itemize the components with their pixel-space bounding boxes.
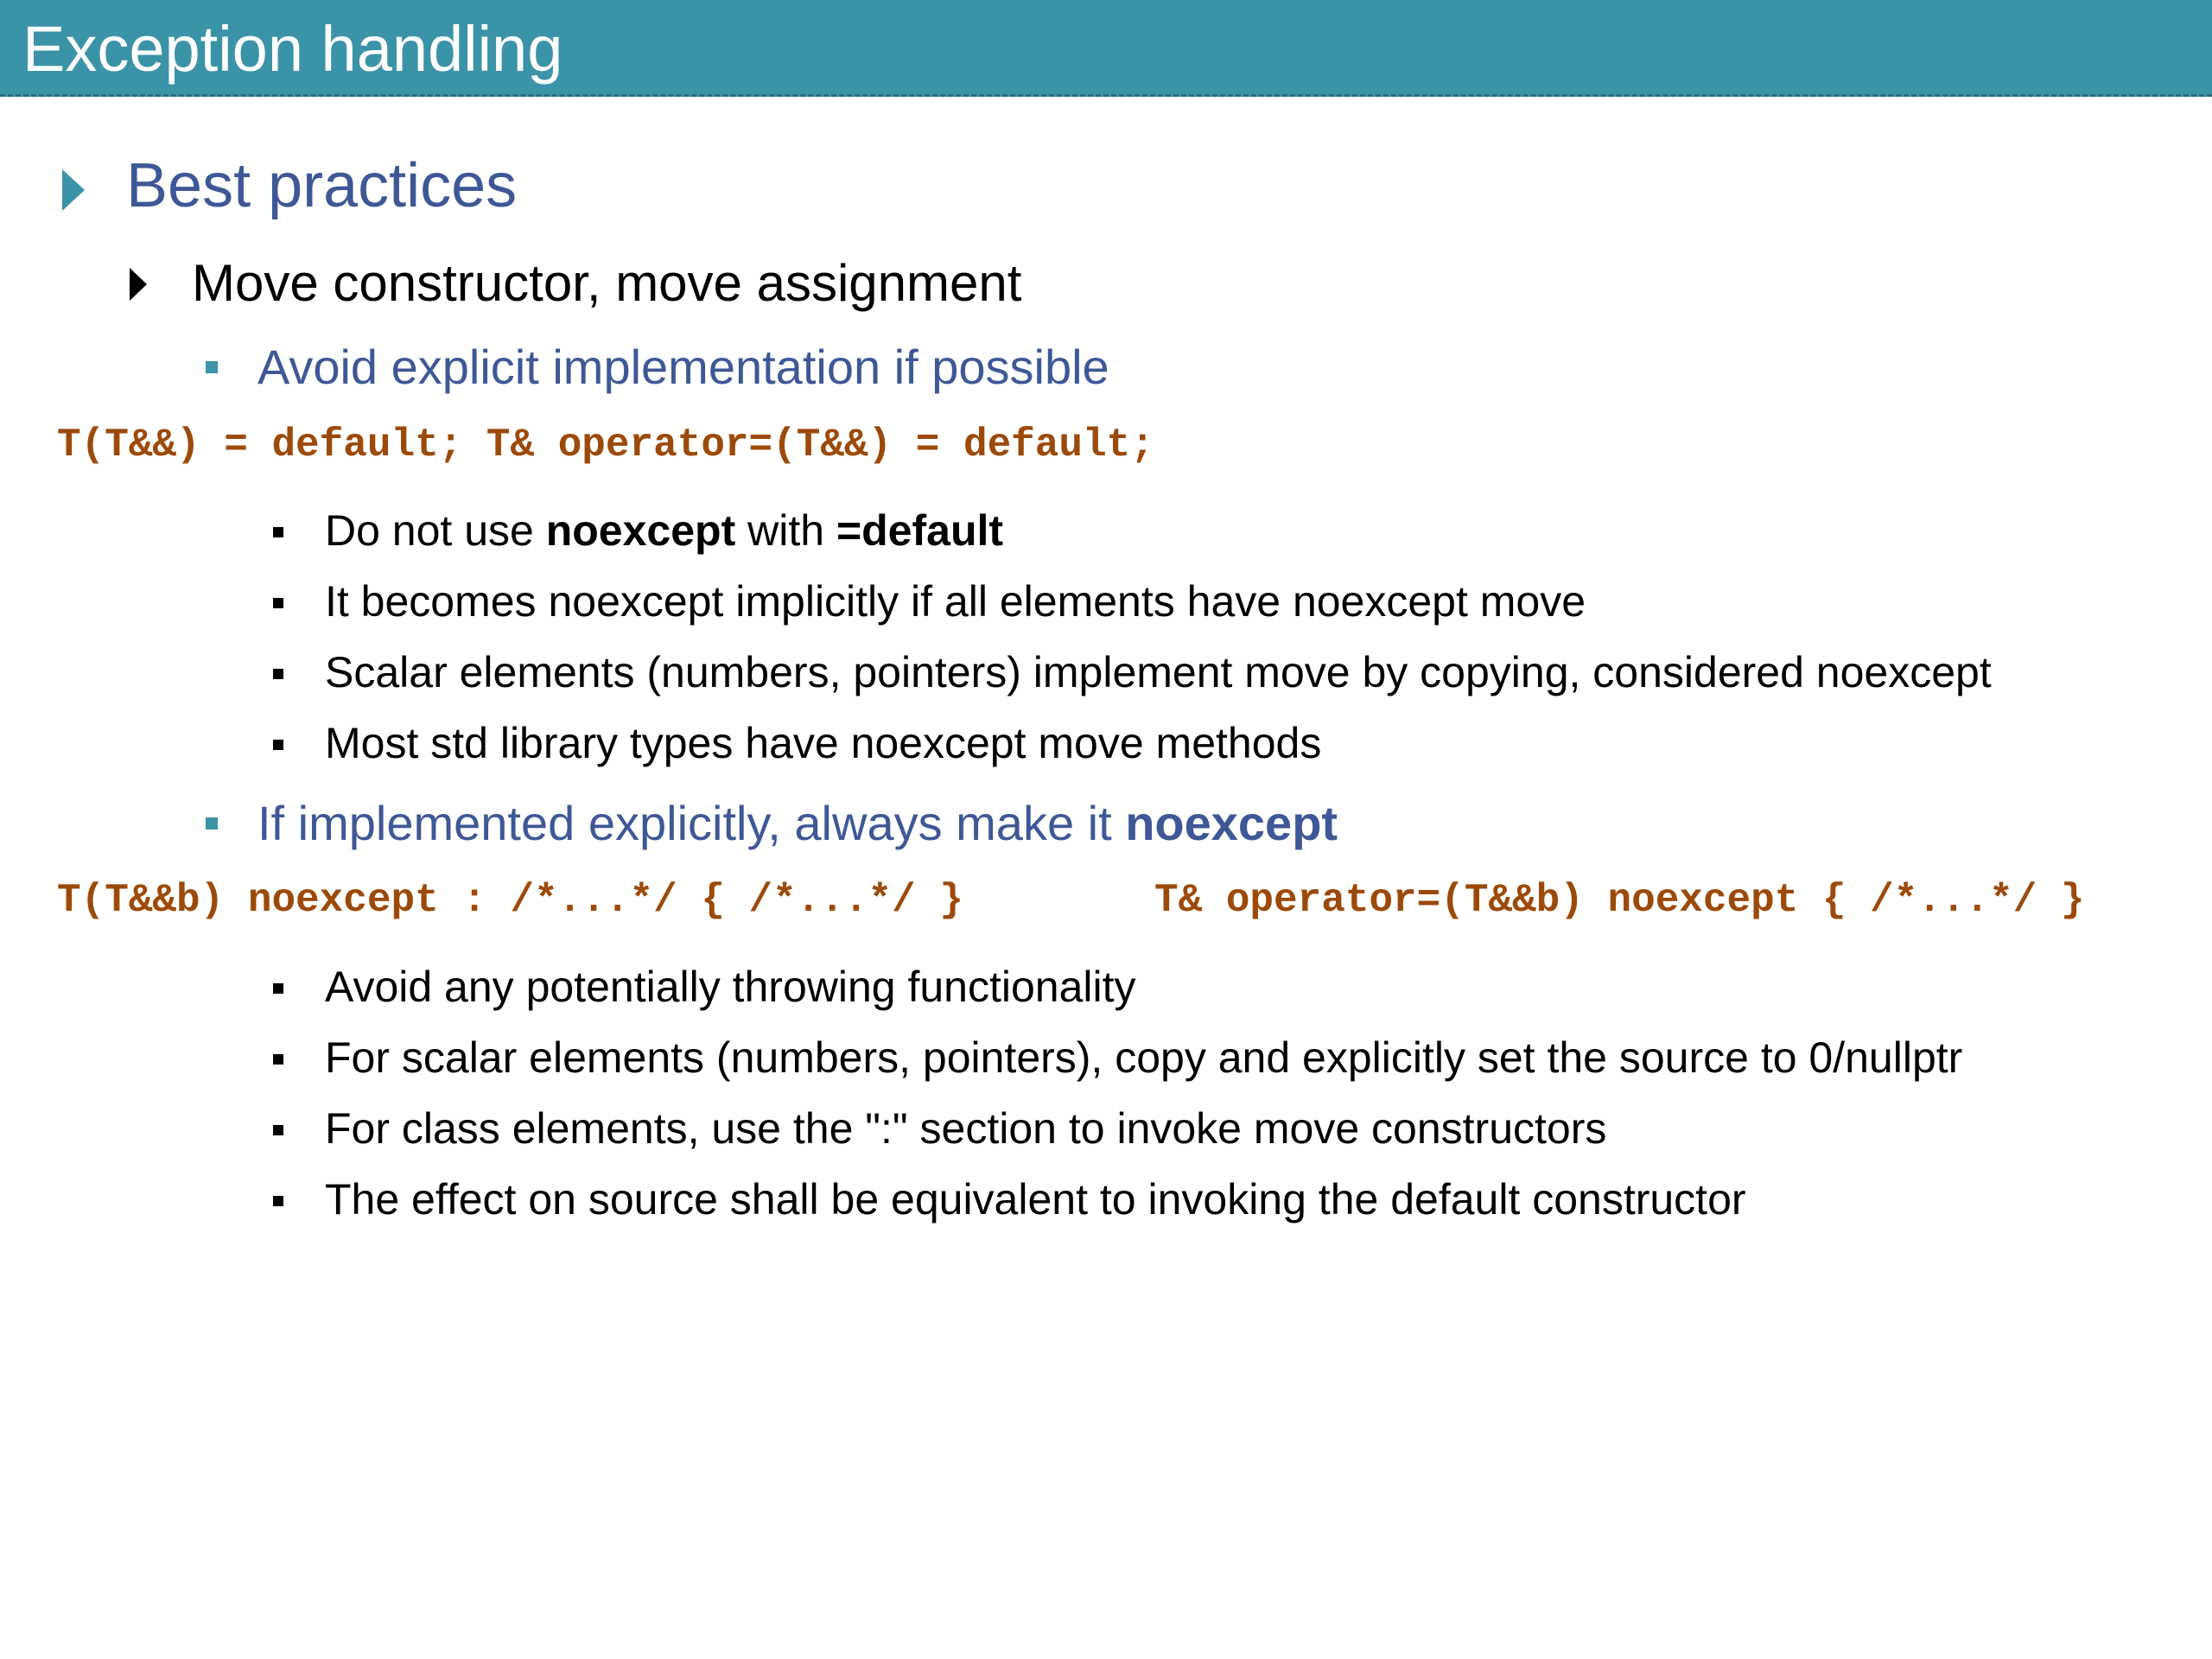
bullet-icon [273,527,283,537]
bullet-bold-text: =default [836,506,1004,555]
bullet-icon [273,1196,283,1206]
bullet-icon [273,1054,283,1065]
level2-bullet-icon [130,268,147,301]
section1-bullet-icon [206,361,218,373]
section2-heading [257,793,1338,854]
slide-title: Exception handling [22,13,563,85]
level2-heading: Move constructor, move assignment [192,254,1022,312]
bullet-icon [273,983,283,994]
section2-bullet-icon [206,817,218,830]
level1-heading: Best practices [126,151,518,220]
section1-bullet-4: Most std library types have noexcept move methods [325,719,1322,767]
bullet-icon [273,669,283,679]
code-move-assignment: T& operator=(T&&b) noexcept { /*...*/ } [1154,878,2085,923]
bullet-text: Do not use [325,506,546,555]
code-defaults: T(T&&) = default; T& operator=(T&&) = default; [57,423,1154,467]
bullet-icon [273,1125,283,1135]
section2-heading-bold: noexcept [1125,796,1338,850]
section2-bullet-4: The effect on source shall be equivalent to invoking the default constructor [325,1175,1746,1224]
section1-bullet-1 [325,503,1003,558]
level1-bullet-icon [62,169,85,211]
section1-heading: Avoid explicit implementation if possible [257,340,1109,394]
section2-bullet-1: Avoid any potentially throwing functionality [325,963,1136,1011]
bullet-icon [273,740,283,750]
slide-header [0,0,2212,97]
bullet-bold-text: noexcept [545,506,736,555]
bullet-icon [273,598,283,608]
code-move-constructor: T(T&&b) noexcept : /*...*/ { /*...*/ } [57,878,963,923]
section2-heading-text: If implemented explicitly, always make it [257,796,1126,850]
section1-bullet-3: Scalar elements (numbers, pointers) implement move by copying, considered noexcept [325,648,1992,696]
section2-bullet-2: For scalar elements (numbers, pointers), copy and explicitly set the source to 0/nullptr [325,1033,1963,1082]
section1-bullet-2: It becomes noexcept implicitly if all elements have noexcept move [325,577,1586,626]
section2-bullet-3: For class elements, use the ":" section to invoke move constructors [325,1104,1607,1153]
bullet-text: with [735,506,836,555]
